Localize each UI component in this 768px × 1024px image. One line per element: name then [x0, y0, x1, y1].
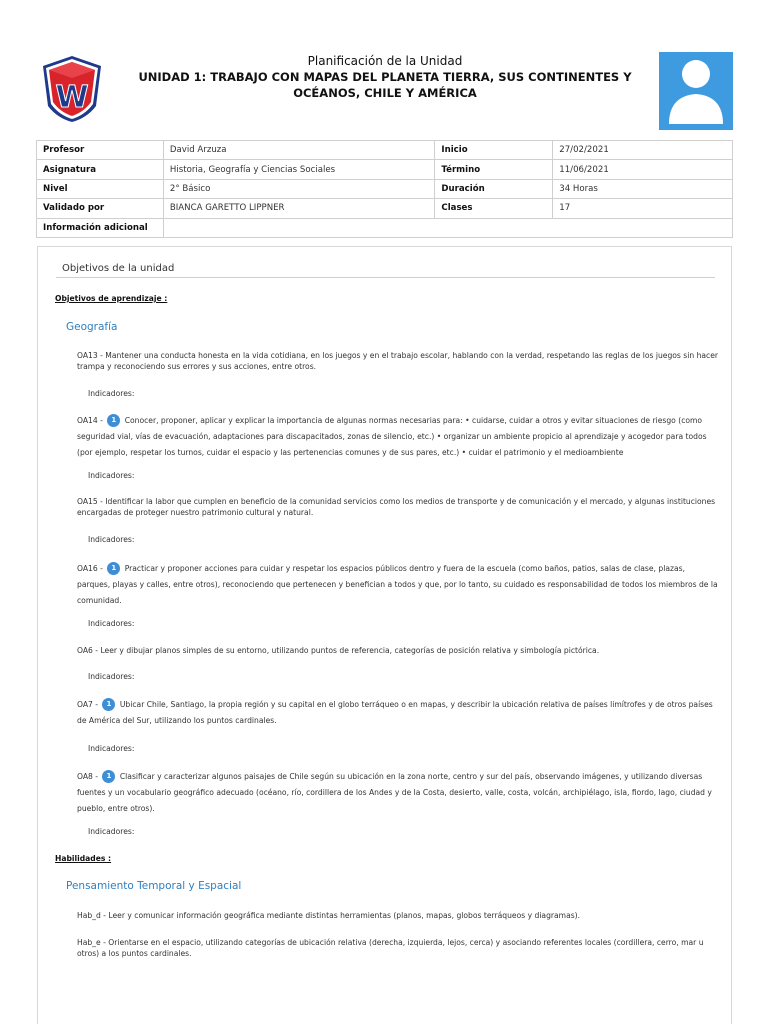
- unit-title: UNIDAD 1: TRABAJO CON MAPAS DEL PLANETA TIERRA, SUS CONTINENTES Y OCÉANOS, CHILE Y AMÉRICA: [138, 70, 632, 100]
- hab-item: [77, 937, 719, 959]
- asignatura-value: Historia, Geografía y Ciencias Sociales: [163, 160, 435, 179]
- oa-code: OA16 -: [77, 564, 103, 573]
- table-row: [37, 160, 733, 179]
- hab-code: Hab_d -: [77, 911, 106, 920]
- logo-letter: W: [55, 80, 89, 115]
- avatar: [659, 52, 733, 130]
- oa-text: Identificar la labor que cumplen en beneficio de la comunidad servicios como los medios de transporte y de comunicación y el mercado, y algunas instituciones encargadas de proteger nuestro patrimonio cultural y natural.: [77, 497, 716, 517]
- oa-text: Conocer, proponer, aplicar y explicar la importancia de algunas normas necesarias para: • cuidarse, cuidar a otros y evitar situaciones de riesgo (como seguridad vial, vías de evacuación, adaptaciones para discapacitados, zonas de silencio, etc.) • organizar un ambiente propicio al aprendizaje y acogedor para todos (por ejemplo, respetar los turnos, cuidar el espacio y las pertenencias comunes y de sus pares, etc.) • cuidar el patrimonio y el medioambiente: [77, 416, 707, 457]
- habilidades-heading: Pensamiento Temporal y Espacial: [66, 880, 242, 892]
- oa-item: [77, 645, 719, 656]
- indicadores-label: Indicadores:: [88, 827, 135, 836]
- oa-item: [77, 769, 719, 817]
- table-row: [37, 141, 733, 160]
- validado-label: Validado por: [37, 199, 164, 218]
- oa-item: [77, 697, 719, 729]
- hab-text: Leer y comunicar información geográfica mediante distintas herramientas (planos, mapas, globos terráqueos y diagramas).: [108, 911, 581, 920]
- table-row: [37, 199, 733, 218]
- count-badge[interactable]: 1: [102, 698, 115, 711]
- table-row: [37, 218, 733, 237]
- divider: [56, 277, 715, 278]
- oa-text: Ubicar Chile, Santiago, la propia región y su capital en el globo terráqueo o en mapas, y describir la ubicación relativa de países limítrofes y de otros países de América del Sur, utilizando los puntos cardinales.: [77, 700, 713, 725]
- oa-item: [77, 413, 719, 461]
- oa-text: Practicar y proponer acciones para cuidar y respetar los espacios públicos dentro y fuera de la escuela (como baños, patios, salas de clase, plazas, parques, playas y calles, entre otros), reconociendo que pertenecen y benefician a todos y que, por lo tanto, su cuidado es responsabilidad de todos los miembros de la comunidad.: [77, 564, 718, 605]
- termino-value: 11/06/2021: [553, 160, 733, 179]
- duracion-label: Duración: [435, 179, 553, 198]
- oa-text: Mantener una conducta honesta en la vida cotidiana, en los juegos y en el trabajo escolar, hablando con la verdad, respetando las reglas de los juegos sin hacer trampa y reconociendo sus errores y sus acciones, entre otros.: [77, 351, 719, 371]
- duracion-value: 34 Horas: [553, 179, 733, 198]
- habilidades-label: Habilidades :: [55, 854, 112, 863]
- inicio-label: Inicio: [435, 141, 553, 160]
- indicadores-label: Indicadores:: [88, 535, 135, 544]
- indicadores-label: Indicadores:: [88, 744, 135, 753]
- count-badge[interactable]: 1: [107, 414, 120, 427]
- school-logo: [41, 54, 103, 124]
- oa-text: Leer y dibujar planos simples de su entorno, utilizando puntos de referencia, categorías de posición relativa y simbología pictórica.: [100, 646, 600, 655]
- oa-item: [77, 496, 719, 518]
- objetivos-aprendizaje-label: Objetivos de aprendizaje :: [55, 294, 168, 303]
- profesor-label: Profesor: [37, 141, 164, 160]
- oa-code: OA14 -: [77, 416, 103, 425]
- oa-code: OA15 -: [77, 497, 103, 506]
- asignatura-label: Asignatura: [37, 160, 164, 179]
- oa-text: Clasificar y caracterizar algunos paisajes de Chile según su ubicación en la zona norte, centro y sur del país, observando imágenes, y utilizando diversas fuentes y un vocabulario geográfico adecuado (océano, río, cordillera de los Andes y de la Costa, desierto, valle, costa, volcán, archipiélago, isla, fiordo, lago, ciudad y pueblo, entre otros).: [77, 772, 712, 813]
- inicio-value: 27/02/2021: [553, 141, 733, 160]
- table-row: [37, 179, 733, 198]
- profesor-value: David Arzuza: [163, 141, 435, 160]
- hab-item: [77, 910, 719, 921]
- clases-value: 17: [553, 199, 733, 218]
- nivel-value: 2° Básico: [163, 179, 435, 198]
- termino-label: Término: [435, 160, 553, 179]
- hab-code: Hab_e -: [77, 938, 106, 947]
- page-title: Planificación de la Unidad: [307, 54, 463, 68]
- count-badge[interactable]: 1: [102, 770, 115, 783]
- clases-label: Clases: [435, 199, 553, 218]
- indicadores-label: Indicadores:: [88, 389, 135, 398]
- user-icon: [659, 52, 733, 130]
- oa-item: [77, 350, 719, 372]
- validado-value: BIANCA GARETTO LIPPNER: [163, 199, 435, 218]
- hab-text: Orientarse en el espacio, utilizando categorías de ubicación relativa (derecha, izquierda, lejos, cerca) y asociando referentes locales (cordillera, cerro, mar u otros) a los puntos cardinales.: [77, 938, 704, 958]
- geografia-heading: Geografía: [66, 321, 118, 333]
- indicadores-label: Indicadores:: [88, 619, 135, 628]
- oa-code: OA8 -: [77, 772, 99, 781]
- page-header: [0, 0, 768, 140]
- oa-code: OA7 -: [77, 700, 99, 709]
- panel-title: Objetivos de la unidad: [62, 263, 175, 274]
- indicadores-label: Indicadores:: [88, 672, 135, 681]
- oa-code: OA13 -: [77, 351, 103, 360]
- info-adicional-label: Información adicional: [37, 218, 164, 237]
- objetivos-panel: [37, 246, 732, 1024]
- title-block: [110, 54, 660, 101]
- indicadores-label: Indicadores:: [88, 471, 135, 480]
- oa-item: [77, 561, 719, 609]
- oa-code: OA6 -: [77, 646, 99, 655]
- info-adicional-value: [163, 218, 732, 237]
- nivel-label: Nivel: [37, 179, 164, 198]
- info-table: [36, 140, 733, 238]
- count-badge[interactable]: 1: [107, 562, 120, 575]
